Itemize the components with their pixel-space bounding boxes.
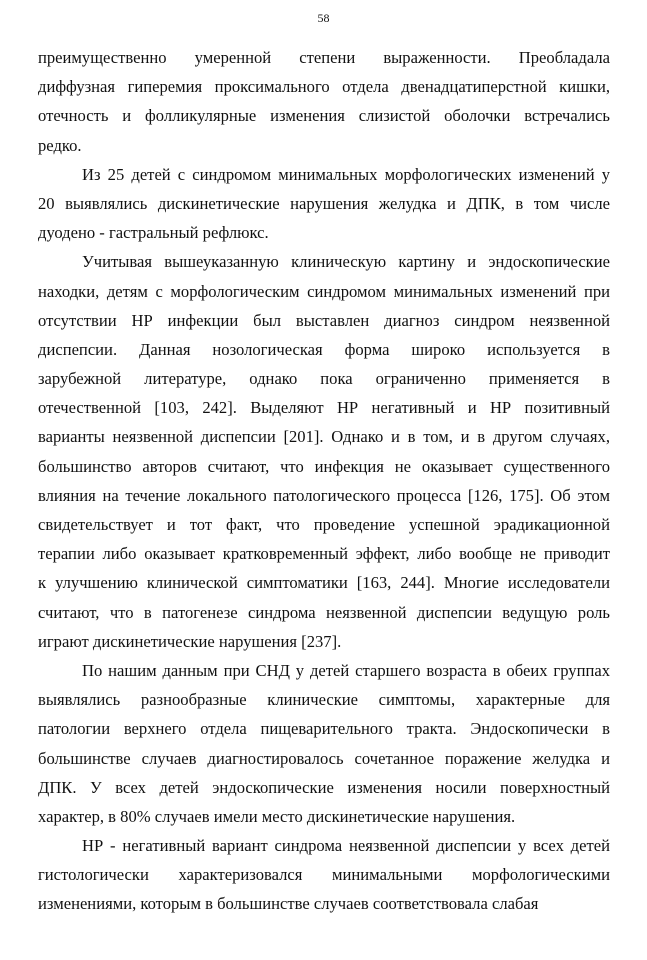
- text-line: патологии верхнего отдела пищеварительного тракта. Эндоскопически в: [38, 719, 610, 739]
- paragraph: [38, 43, 610, 160]
- text-line: свидетельствует и тот факт, что проведение успешной эрадикационной: [38, 515, 610, 534]
- text-line: влияния на течение локального патологического процесса [126, 175]. Об этом: [38, 485, 610, 505]
- text-line: считают, что в патогенезе синдрома неязвенной диспепсии ведущую роль: [38, 602, 610, 622]
- text-line: диффузная гиперемия проксимального отдела двенадцатиперстной кишки,: [38, 77, 610, 97]
- text-line: находки, детям с морфологическим синдромом минимальных изменений при: [38, 281, 610, 301]
- text-line: терапии либо оказывает кратковременный эффект, либо вообще не приводит: [38, 544, 610, 564]
- text-line: отсутствии НР инфекции был выставлен диагноз синдром неязвенной: [38, 310, 610, 330]
- text-line: 20 выявлялись дискинетические нарушения желудка и ДПК, в том числе: [38, 193, 610, 213]
- text-line: Из 25 детей с синдромом минимальных морфологических изменений у: [82, 164, 610, 184]
- paragraph: [38, 160, 610, 248]
- text-line: По нашим данным при СНД у детей старшего возраста в обеих группах: [82, 660, 610, 680]
- text-line: ДПК. У всех детей эндоскопические изменения носили поверхностный: [38, 777, 610, 797]
- text-line: гистологически характеризовался минимальными морфологическими: [38, 865, 610, 885]
- paragraph: [38, 831, 610, 919]
- text-line: выявлялись разнообразные клинические симптомы, характерные для: [38, 690, 610, 710]
- text-line: отечность и фолликулярные изменения слизистой оболочки встречались: [38, 106, 610, 126]
- text-line: НР - негативный вариант синдрома неязвенной диспепсии у всех детей: [82, 836, 610, 856]
- paragraph: [38, 656, 610, 831]
- text-line: варианты неязвенной диспепсии [201]. Однако и в том, и в другом случаях,: [38, 427, 610, 447]
- text-line: изменениями, которым в большинстве случаев соответствовала слабая: [38, 894, 539, 914]
- paragraph: [38, 247, 610, 656]
- text-line: зарубежной литературе, однако пока ограниченно применяется в: [38, 369, 610, 389]
- text-line: редко.: [38, 135, 82, 155]
- text-line: дуодено - гастральный рефлюкс.: [38, 223, 269, 243]
- text-line: преимущественно умеренной степени выраженности. Преобладала: [38, 48, 610, 67]
- body-text: [38, 43, 610, 919]
- text-line: большинстве случаев диагностировалось сочетанное поражение желудка и: [38, 748, 610, 768]
- text-line: отечественной [103, 242]. Выделяют НР негативный и НР позитивный: [38, 398, 610, 418]
- text-line: играют дискинетические нарушения [237].: [38, 631, 342, 651]
- text-line: Учитывая вышеуказанную клиническую картину и эндоскопические: [82, 252, 610, 272]
- text-line: диспепсии. Данная нозологическая форма широко используется в: [38, 339, 610, 359]
- text-line: к улучшению клинической симптоматики [163, 244]. Многие исследователи: [38, 573, 610, 593]
- text-line: большинство авторов считают, что инфекция не оказывает существенного: [38, 456, 610, 476]
- page-number: 58: [317, 11, 330, 25]
- text-line: характер, в 80% случаев имели место дискинетические нарушения.: [38, 806, 516, 826]
